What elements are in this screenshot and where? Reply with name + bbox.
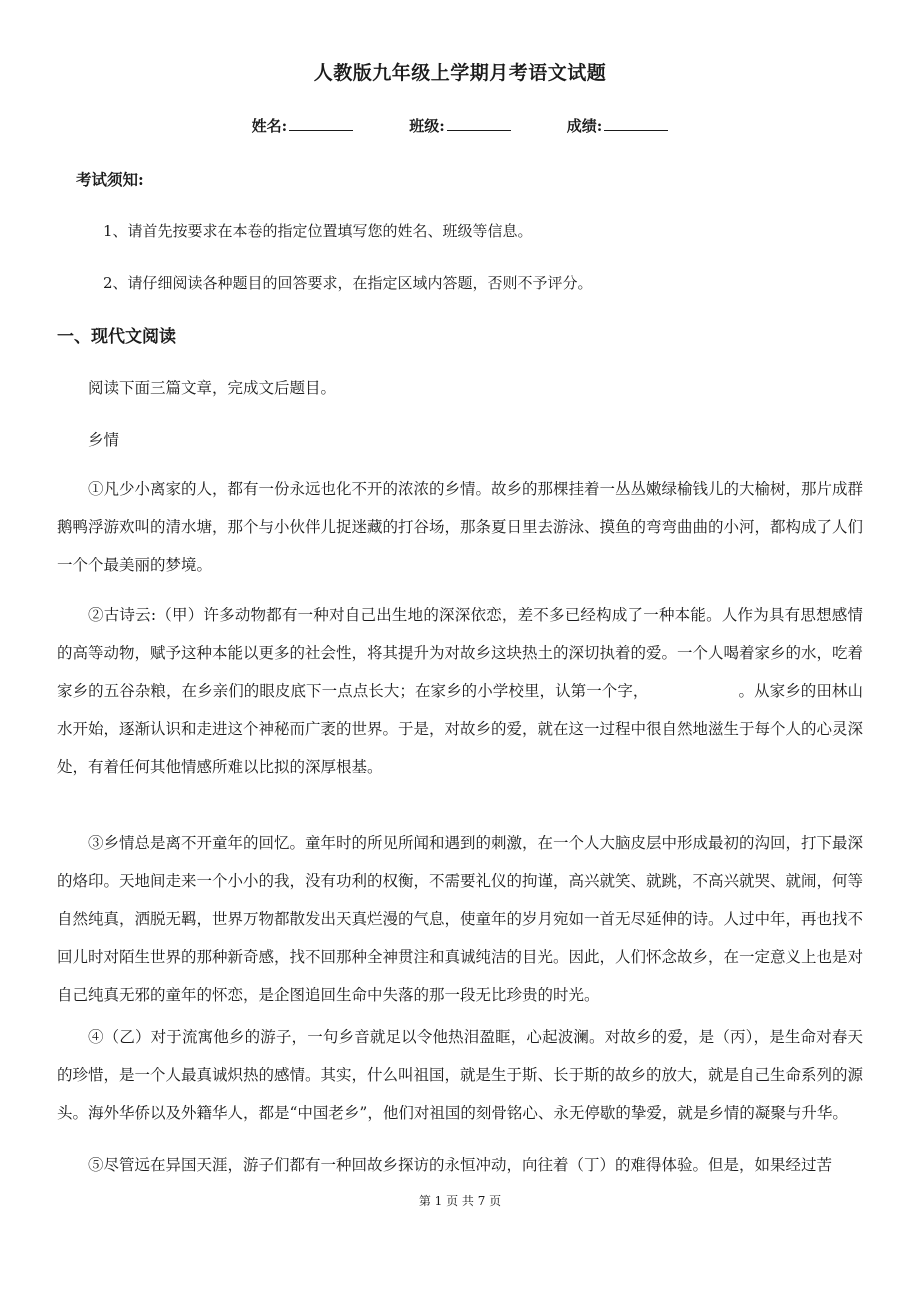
name-blank[interactable]: [289, 116, 353, 131]
name-label: 姓名:: [251, 117, 288, 135]
notice-item: 2、请仔细阅读各种题目的回答要求，在指定区域内答题，否则不予评分。: [103, 274, 593, 292]
paragraph-text: 。从家乡的田林山水开始，逐渐认识和走进这个神秘而广袤的世界。于是，对故乡的爱，就在这一过程中很自然地滋生于每个人的心灵深处，有着任何其他情感所难以比拟的深厚根基。: [57, 682, 864, 776]
class-blank[interactable]: [447, 116, 511, 131]
article-paragraph: ④（乙）对于流寓他乡的游子，一句乡音就足以令他热泪盈眶，心起波澜。对故乡的爱，是（丙），是生命对春天的珍惜，是一个人最真诚炽热的感情。其实，什么叫祖国，就是生于斯、长于斯的故乡的放大，就是自己生命系列的源头。海外华侨以及外籍华人，都是“中国老乡”，他们对祖国的刻骨铭心、永无停歇的挚爱，就是乡情的凝聚与升华。: [57, 1028, 864, 1122]
article-paragraph: ①凡少小离家的人，都有一份永远也化不开的浓浓的乡情。故乡的那棵挂着一丛丛嫩绿榆钱儿的大榆树，那片成群鹅鸭浮游欢叫的清水塘，那个与小伙伴儿捉迷藏的打谷场，那条夏日里去游泳、摸鱼的弯弯曲曲的小河，都构成了人们一个个最美丽的梦境。: [57, 480, 864, 574]
notice-heading: 考试须知:: [76, 170, 144, 189]
reading-instruction: 阅读下面三篇文章，完成文后题目。: [88, 379, 337, 397]
class-field: [409, 115, 511, 136]
student-info-row: [0, 115, 920, 136]
article-paragraph: [57, 596, 863, 786]
page-footer: 第 1 页 共 7 页: [418, 1194, 502, 1208]
score-label: 成绩:: [566, 117, 603, 135]
class-label: 班级:: [409, 117, 445, 135]
notice-item: 1、请首先按要求在本卷的指定位置填写您的姓名、班级等信息。: [103, 222, 533, 240]
section-heading: 一、现代文阅读: [57, 327, 176, 347]
article-title: 乡情: [88, 431, 120, 449]
name-field: [252, 115, 354, 136]
page-title: 人教版九年级上学期月考语文试题: [313, 62, 607, 84]
paragraph-text: ②古诗云:（甲）许多动物都有一种对自己出生地的深深依恋，差不多已经构成了一种本能。人作为具有思想感情的高等动物，赋予这种本能以更多的社会性，将其提升为对故乡这块热土的深切执着的爱。一个人喝着家乡的水，吃着家乡的五谷杂粮，在乡亲们的眼皮底下一点点长大；在家乡的小学校里，认第一个字，: [57, 606, 864, 700]
article-paragraph: ③乡情总是离不开童年的回忆。童年时的所见所闻和遇到的刺激，在一个人大脑皮层中形成最初的沟回，打下最深的烙印。天地间走来一个小小的我，没有功利的权衡，不需要礼仪的拘谨，高兴就笑、就跳，不高兴就哭、就闹，何等自然纯真，洒脱无羁，世界万物都散发出天真烂漫的气息，使童年的岁月宛如一首无尽延伸的诗。人过中年，再也找不回儿时对陌生世界的那种新奇感，找不回那种全神贯注和真诚纯洁的目光。因此，人们怀念故乡，在一定意义上也是对自己纯真无邪的童年的怀恋，是企图追回生命中失落的那一段无比珍贵的时光。: [57, 834, 864, 1004]
score-blank[interactable]: [604, 116, 668, 131]
score-field: [567, 115, 669, 136]
article-paragraph: ⑤尽管远在异国天涯，游子们都有一种回故乡探访的永恒冲动，向往着（丁）的难得体验。但是，如果经过苦: [88, 1156, 833, 1174]
